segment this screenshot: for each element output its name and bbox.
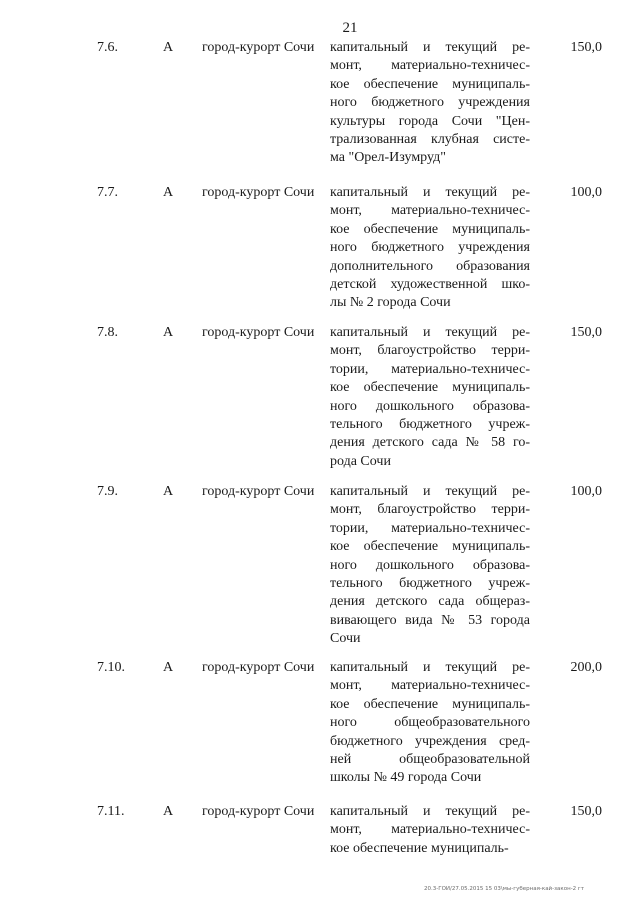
description-line: монт, благоустройство терри-	[330, 343, 530, 359]
document-footer: 20.3-ГОИ/27.05.2015 15 03\мы-губерная-кай-закон-2 гт	[424, 886, 585, 892]
item-number: 7.10.	[97, 660, 125, 675]
item-description	[330, 39, 530, 168]
description-line: монт, благоустройство терри-	[330, 502, 530, 518]
description-line: ма "Орел-Изумруд"	[330, 150, 446, 166]
description-line: детской художественной шко-	[330, 277, 530, 293]
item-place: город-курорт Сочи	[202, 484, 315, 499]
description-line: капитальный и текущий ре-	[330, 484, 530, 499]
item-number: 7.6.	[97, 40, 118, 55]
item-description	[330, 324, 530, 471]
item-number: 7.7.	[97, 185, 118, 200]
description-line: монт, материально-техничес-	[330, 678, 530, 694]
item-description	[330, 659, 530, 788]
description-line: вивающего вида № 53 города	[330, 612, 530, 628]
description-line: дения детского сада общераз-	[330, 594, 530, 610]
item-amount: 150,0	[570, 325, 602, 340]
item-category: А	[163, 185, 174, 200]
item-description	[330, 483, 530, 649]
description-line: школы № 49 города Сочи	[330, 770, 482, 786]
item-number: 7.11.	[97, 804, 125, 819]
description-line: монт, материально-техничес-	[330, 58, 530, 74]
description-line: кое обеспечение муниципаль-	[330, 840, 509, 856]
description-line: рода Сочи	[330, 453, 391, 469]
item-place: город-курорт Сочи	[202, 40, 315, 55]
item-place: город-курорт Сочи	[202, 185, 315, 200]
description-line: кое обеспечение муниципаль-	[330, 696, 530, 712]
description-line: капитальный и текущий ре-	[330, 40, 530, 55]
description-line: тельного бюджетного учреж-	[330, 576, 530, 592]
page-number: 21	[342, 20, 358, 36]
item-number: 7.8.	[97, 325, 118, 340]
item-category: А	[163, 804, 174, 819]
description-line: капитальный и текущий ре-	[330, 185, 530, 200]
description-line: ного дошкольного образова-	[330, 398, 530, 414]
item-number: 7.9.	[97, 484, 118, 499]
description-line: ного бюджетного учреждения	[330, 95, 530, 111]
description-line: ней общеобразовательной	[330, 752, 530, 768]
description-line: ного бюджетного учреждения	[330, 240, 530, 256]
description-line: тельного бюджетного учреж-	[330, 417, 530, 433]
description-line: капитальный и текущий ре-	[330, 660, 530, 675]
item-amount: 100,0	[570, 185, 602, 200]
description-line: кое обеспечение муниципаль-	[330, 380, 530, 396]
description-line: трализованная клубная систе-	[330, 132, 530, 148]
description-line: тории, материально-техничес-	[330, 520, 530, 536]
description-line: ного дошкольного образова-	[330, 557, 530, 573]
description-line: кое обеспечение муниципаль-	[330, 76, 530, 92]
description-line: капитальный и текущий ре-	[330, 804, 530, 819]
item-amount: 150,0	[570, 804, 602, 819]
description-line: бюджетного учреждения сред-	[330, 733, 530, 749]
description-line: капитальный и текущий ре-	[330, 325, 530, 340]
description-line: монт, материально-техничес-	[330, 822, 530, 838]
description-line: монт, материально-техничес-	[330, 203, 530, 219]
item-category: А	[163, 325, 174, 340]
item-amount: 200,0	[570, 660, 602, 675]
item-place: город-курорт Сочи	[202, 325, 315, 340]
item-description	[330, 803, 530, 858]
description-line: дения детского сада № 58 го-	[330, 435, 530, 451]
item-category: А	[163, 484, 174, 499]
item-place: город-курорт Сочи	[202, 660, 315, 675]
item-amount: 100,0	[570, 484, 602, 499]
description-line: тории, материально-техничес-	[330, 361, 530, 377]
description-line: кое обеспечение муниципаль-	[330, 221, 530, 237]
item-category: А	[163, 660, 174, 675]
description-line: кое обеспечение муниципаль-	[330, 539, 530, 555]
description-line: лы № 2 города Сочи	[330, 295, 451, 311]
description-line: культуры города Сочи "Цен-	[330, 113, 530, 129]
description-line: Сочи	[330, 631, 361, 647]
item-place: город-курорт Сочи	[202, 804, 315, 819]
item-amount: 150,0	[570, 40, 602, 55]
description-line: дополнительного образования	[330, 258, 530, 274]
description-line: ного общеобразовательного	[330, 715, 530, 731]
item-description	[330, 184, 530, 313]
item-category: А	[163, 40, 174, 55]
